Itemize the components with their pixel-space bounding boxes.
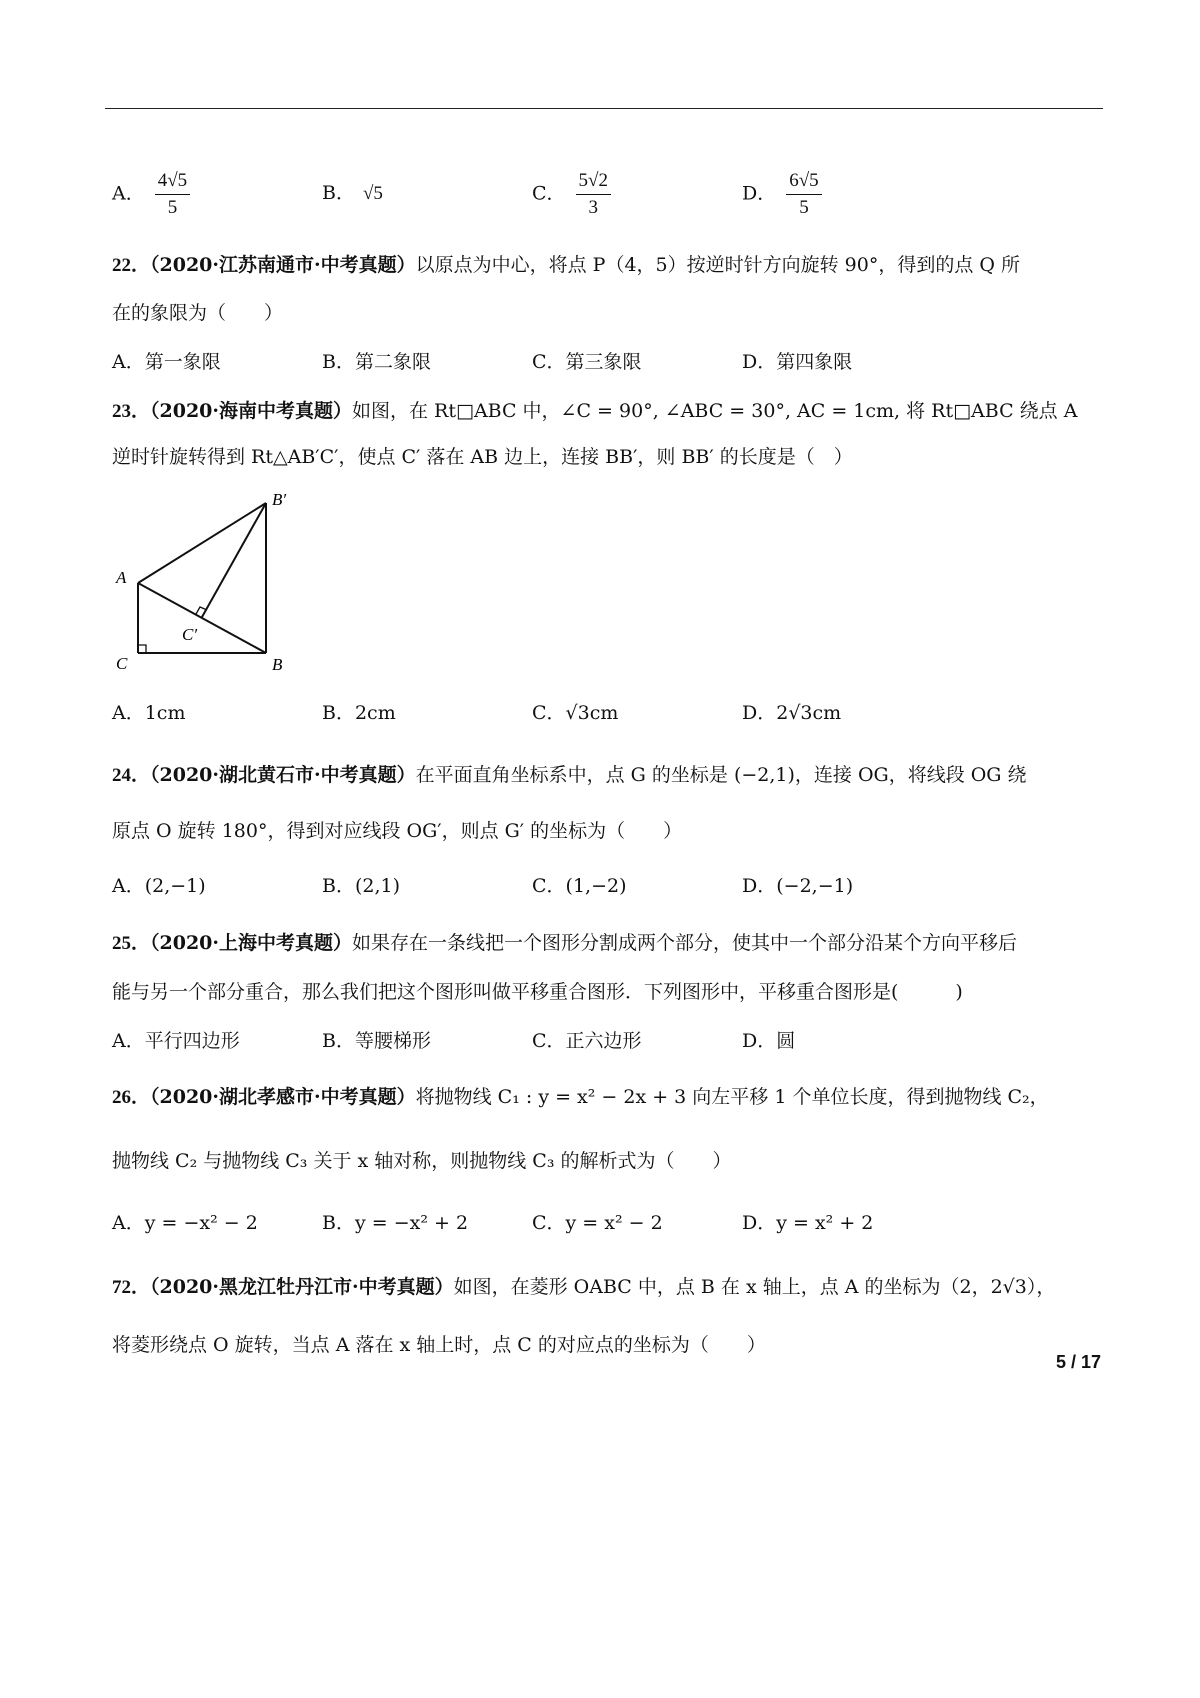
q26-option-a: A．y = −x² − 2 xyxy=(112,1212,258,1234)
q23-option-a: A．1cm xyxy=(112,702,186,724)
q25-stem-line2: 能与另一个部分重合，那么我们把这个图形叫做平移重合图形．下列图形中，平移重合图形是( ) xyxy=(112,981,963,1003)
q24-option-d: D．(−2,−1) xyxy=(742,875,854,897)
segment-ab-prime xyxy=(138,503,266,583)
page-number: 5 / 17 xyxy=(1056,1352,1102,1372)
q23-stem-line1: 23．（2020·海南中考真题）如图，在 Rt□ABC 中，∠C = 90°, ∠ABC = 30°, AC = 1cm, 将 Rt□ABC 绕点 A xyxy=(112,400,1078,422)
q25-option-c: C．正六边形 xyxy=(532,1030,642,1052)
q24-option-b: B．(2,1) xyxy=(322,875,401,897)
q22-option-d: D．第四象限 xyxy=(742,351,853,373)
label-c-prime: C′ xyxy=(182,625,198,644)
q21-option-d: D． $\frac{6√5}{5}$ xyxy=(742,168,822,221)
q23-triangle-figure xyxy=(108,488,308,673)
q24-option-a: A．(2,−1) xyxy=(112,875,206,897)
q24-option-c: C．(1,−2) xyxy=(532,875,627,897)
label-a: A xyxy=(116,568,127,587)
label-c: C xyxy=(116,654,128,673)
q26-stem-line1: 26．（2020·湖北孝感市·中考真题）将抛物线 C₁ : y = x² − 2x + 3 向左平移 1 个单位长度，得到抛物线 C₂， xyxy=(112,1086,1049,1108)
q22-option-c: C．第三象限 xyxy=(532,351,642,373)
fraction: $\frac{5√2}{3}$ xyxy=(576,168,611,221)
q22-option-a: A．第一象限 xyxy=(112,351,221,373)
q72-stem-line1: 72．（2020·黑龙江牡丹江市·中考真题）如图，在菱形 OABC 中，点 B 在 x 轴上，点 A 的坐标为（2，2√3）， xyxy=(112,1276,1056,1298)
q23-option-b: B．2cm xyxy=(322,702,396,724)
q26-stem-line2: 抛物线 C₂ 与抛物线 C₃ 关于 x 轴对称，则抛物线 C₃ 的解析式为（ ） xyxy=(112,1150,732,1172)
q23-option-c: C．√3cm xyxy=(532,702,619,724)
fraction: $\frac{6√5}{5}$ xyxy=(786,168,821,221)
q26-option-b: B．y = −x² + 2 xyxy=(322,1212,469,1234)
q24-stem-line2: 原点 O 旋转 180°，得到对应线段 OG′，则点 G′ 的坐标为（ ） xyxy=(112,820,683,842)
q25-stem-line1: 25．（2020·上海中考真题）如果存在一条线把一个图形分割成两个部分，使其中一个部分沿某个方向平移后 xyxy=(112,932,1018,954)
segment-b-prime-c-prime xyxy=(202,503,266,617)
q22-stem-line2: 在的象限为（ ） xyxy=(112,302,284,324)
q21-option-c: C． $\frac{5√2}{3}$ xyxy=(532,168,611,221)
q24-stem-line1: 24．（2020·湖北黄石市·中考真题）在平面直角坐标系中，点 G 的坐标是 (−2,1)，连接 OG，将线段 OG 绕 xyxy=(112,764,1027,786)
q21-option-b: B． √5 xyxy=(322,182,383,204)
segment-ab xyxy=(138,583,266,653)
q21-option-a: A． $\frac{4√5}{5}$ xyxy=(112,168,190,221)
label-b-prime: B′ xyxy=(272,490,287,509)
q22-option-b: B．第二象限 xyxy=(322,351,431,373)
label-b: B xyxy=(272,655,283,673)
q72-stem-line2: 将菱形绕点 O 旋转，当点 A 落在 x 轴上时，点 C 的对应点的坐标为（ ） xyxy=(112,1334,766,1356)
fraction: $\frac{4√5}{5}$ xyxy=(155,168,190,221)
q23-stem-line2: 逆时针旋转得到 Rt△AB′C′，使点 C′ 落在 AB 边上，连接 BB′，则 BB′ 的长度是（ ） xyxy=(112,446,853,468)
q25-option-d: D．圆 xyxy=(742,1030,796,1052)
header-rule xyxy=(105,108,1103,109)
q23-option-d: D．2√3cm xyxy=(742,702,842,724)
q25-option-a: A．平行四边形 xyxy=(112,1030,240,1052)
right-angle-mark-c xyxy=(138,645,146,653)
q26-option-d: D．y = x² + 2 xyxy=(742,1212,874,1234)
q22-stem-line1: 22．（2020·江苏南通市·中考真题）以原点为中心，将点 P（4，5）按逆时针方向旋转 90°，得到的点 Q 所 xyxy=(112,254,1021,276)
q25-option-b: B．等腰梯形 xyxy=(322,1030,431,1052)
q26-option-c: C．y = x² − 2 xyxy=(532,1212,663,1234)
